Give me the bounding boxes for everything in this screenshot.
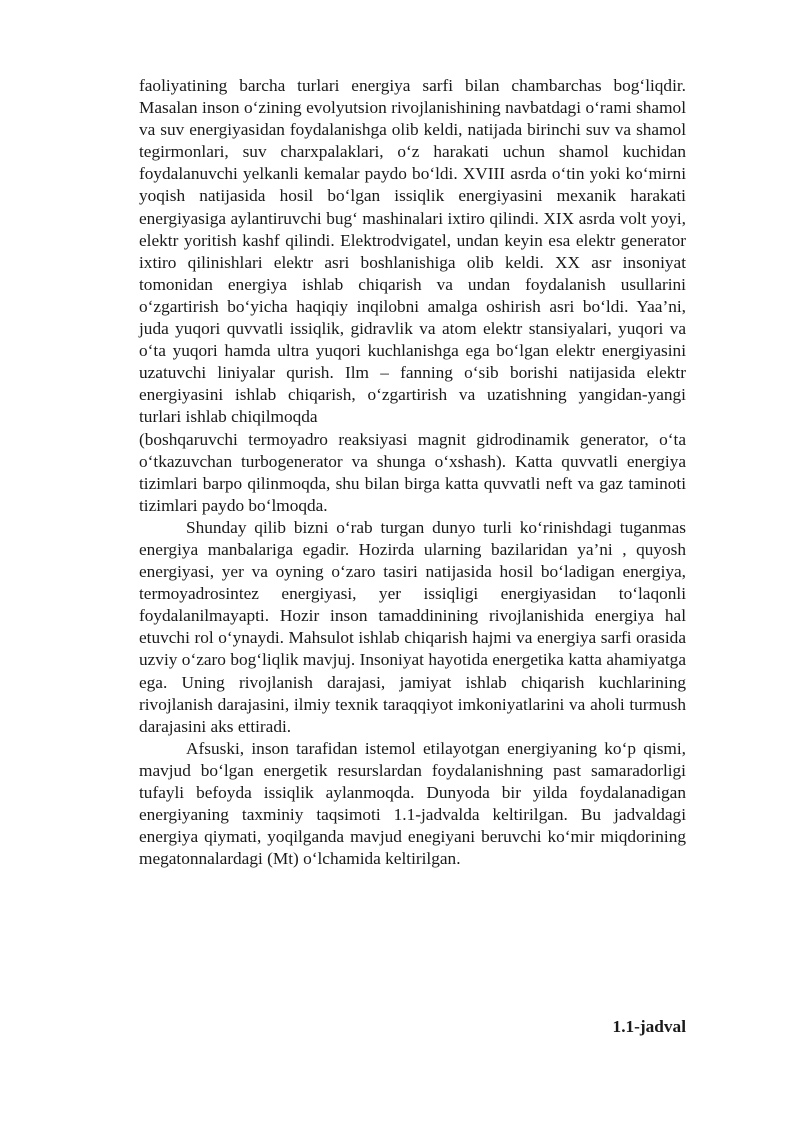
paragraph-history: faoliyatining barcha turlari energiya sarfi bilan chambarchas bog‘liqdir. Masalan inson o‘zining evolyutsion rivojlanishining navbatdagi o‘rami shamol va suv energiyasidan foydalanishga olib keldi, natijada birinchi suv va shamol tegirmonlari, suv charxpalaklari, o‘z harakati uchun shamol kuchidan foydalanuvchi yelkanli kemalar paydo bo‘ldi. XVIII asrda o‘tin yoki ko‘mirni yoqish natijasida hosil bo‘lgan issiqlik energiyasini mexanik harakati energiyasiga aylantiruvchi bug‘ mashinalari ixtiro qilindi. XIX asrda volt yoyi, elektr yoritish kashf qilindi. Elektrodvigatel, undan keyin esa elektr generator ixtiro qilinishlari elektr asri boshlanishiga olib keldi. XX asr insoniyat tomonidan energiya ishlab chiqarish va undan foydalanish usullarini o‘zgartirish bo‘yicha haqiqiy inqilobni amalga oshirish asri bo‘ldi. Yaa’ni, juda yuqori quvvatli issiqlik, gidravlik va atom elektr stansiyalari, yuqori va o‘ta yuqori hamda ultra yuqori kuchlanishga ega bo‘lgan elektr energiyasini uzatuvchi liniyalar qurish. Ilm – fanning o‘sib borishi natijasida elektr energiyasini ishlab chiqarish, o‘zgartirish va uzatishning yangidan-yangi turlari ishlab chiqilmoqda [139, 76, 686, 427]
document-body [139, 75, 686, 870]
paragraph-energy-sources: Shunday qilib bizni o‘rab turgan dunyo turli ko‘rinishdagi tuganmas energiya manbalariga egadir. Hozirda ularning bazilaridan ya’ni , quyosh energiyasi, yer va oyning o‘zaro tasiri natijasida hosil bo‘ladigan energiya, termoyadrosintez energiyasi, yer issiqligi energiyasidan to‘laqonli foydalanilmayapti. Hozir inson tamaddinining rivojlanishida energiya hal etuvchi rol o‘ynaydi. Mahsulot ishlab chiqarish hajmi va energiya sarfi orasida uzviy o‘zaro bog‘liqlik mavjuj. Insoniyat hayotida energetika katta ahamiyatga ega. Uning rivojlanish darajasi, jamiyat ishlab chiqarish kuchlarining rivojlanish darajasini, ilmiy texnik taraqqiyot imkoniyatlarini va aholi turmush darajasini aks ettiradi. [139, 517, 686, 736]
table-caption: 1.1-jadval [612, 1017, 686, 1036]
paragraph-examples: (boshqaruvchi termoyadro reaksiyasi magnit gidrodinamik generator, o‘ta o‘tkazuvchan turbogenerator va shunga o‘xshash). Katta quvvatli energiya tizimlari barpo qilinmoqda, shu bilan birga katta quvvatli neft va gaz taminoti tizimlari paydo bo‘lmoqda. [139, 429, 686, 515]
paragraph-energy-losses: Afsuski, inson tarafidan istemol etilayotgan energiyaning ko‘p qismi, mavjud bo‘lgan energetik resurslardan foydalanishning past samaradorligi tufayli befoyda issiqlik aylanmoqda. Dunyoda bir yilda foydalanadigan energiyaning taxminiy taqsimoti 1.1-jadvalda keltirilgan. Bu jadvaldagi energiya qiymati, yoqilganda mavjud enegiyani beruvchi ko‘mir miqdorining megatonnalardagi (Mt) o‘lchamida keltirilgan. [139, 738, 686, 869]
